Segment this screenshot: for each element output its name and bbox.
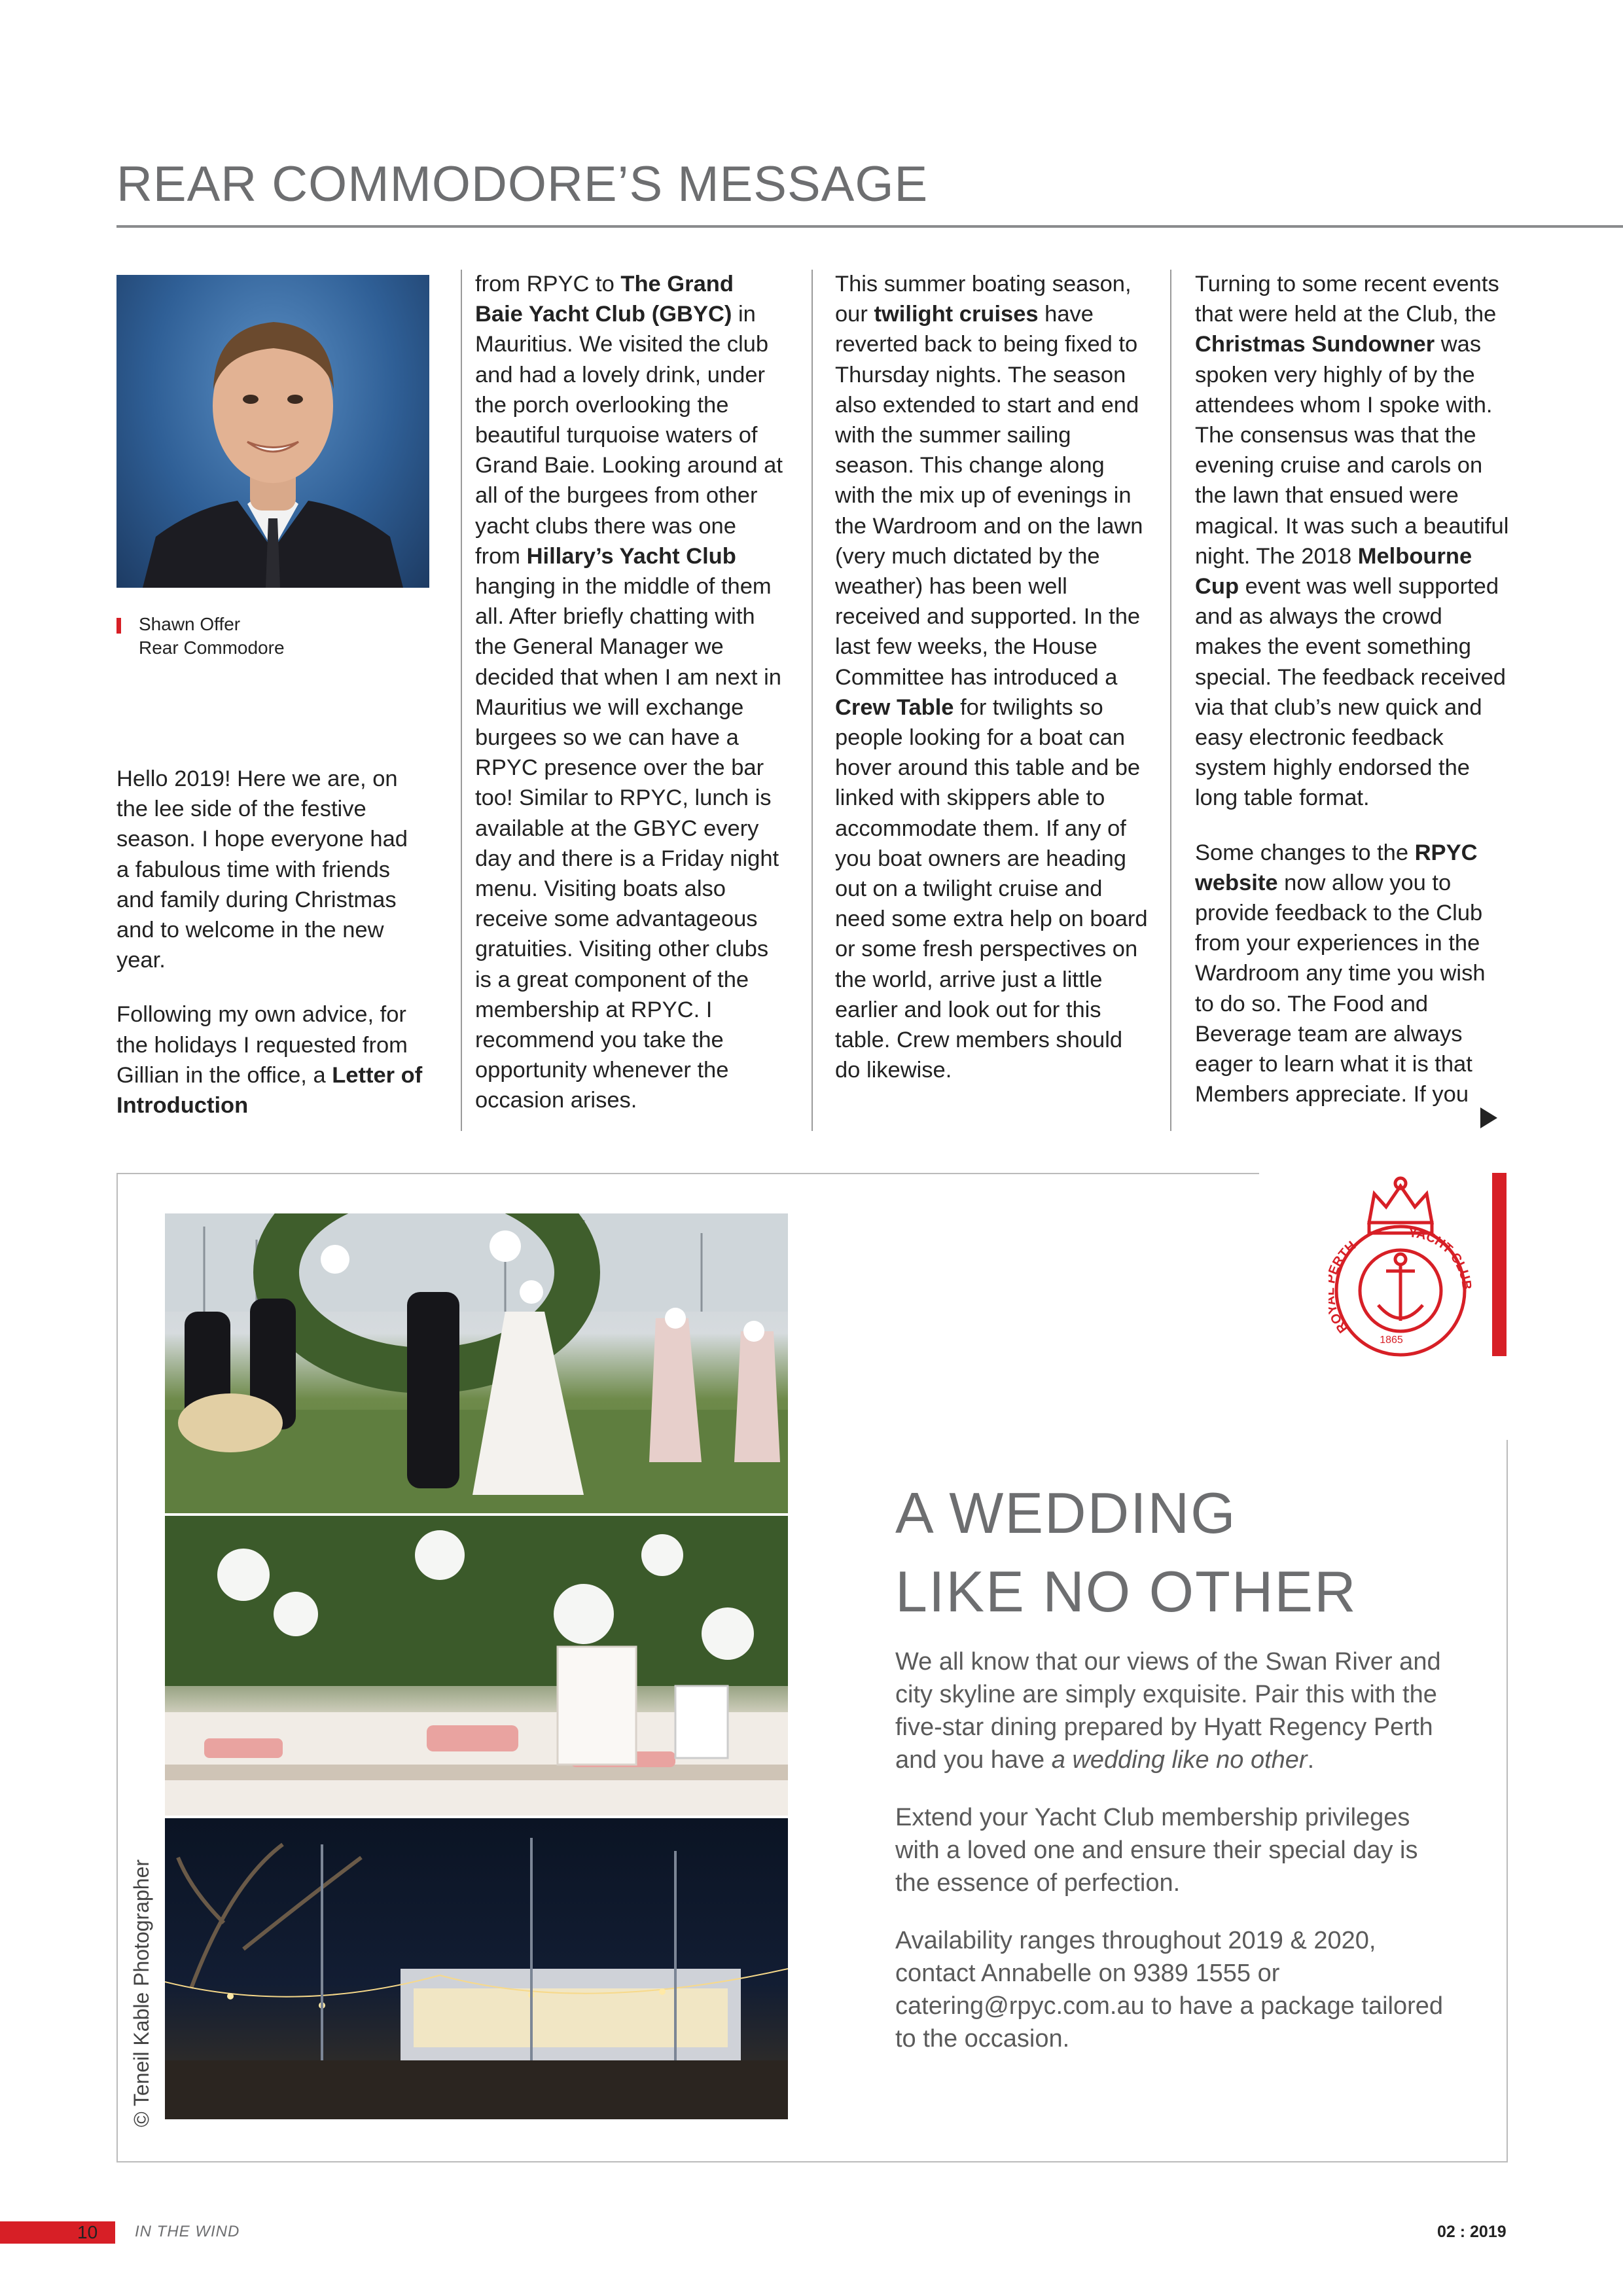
column-divider	[812, 270, 813, 1131]
emphasis: a wedding like no other	[1051, 1746, 1308, 1774]
yacht-club-night-photo	[165, 1818, 788, 2119]
paragraph: Some changes to the RPYC website now allow you to provide feedback to the Club from your experiences in the Wardroom any time you wish to do so. The Food and Beverage team are always eager to learn what it is that Members appreciate. If you	[1195, 840, 1486, 1107]
article-column-3	[835, 269, 1149, 1109]
wedding-dessert-table-photo	[165, 1516, 788, 1816]
wedding-body	[895, 1645, 1445, 2080]
panel-border	[116, 1173, 118, 2162]
portrait-photo	[116, 275, 429, 588]
paragraph: We all know that our views of the Swan River and city skyline are simply exquisite. Pair this with the five-star dining prepared by Hyatt Regency Perth and you have a wedding like no other.	[895, 1648, 1441, 1774]
panel-border	[1507, 1440, 1508, 2162]
rpyc-crest-logo	[1329, 1172, 1472, 1361]
portrait-caption	[139, 613, 285, 660]
paragraph: Turning to some recent events that were held at the Club, the Christmas Sundowner was spoken very highly of by the attendees whom I spoke with. The consensus was that the evening cruise and carols on the lawn that ensued were magical. It was such a beautiful night. The 2018 Melbourne Cup event was well supported and as always the crowd makes the event something special. The feedback received via that club’s new quick and easy electronic feedback system highly endorsed the long table format.	[1195, 272, 1509, 811]
page-title: REAR COMMODORE’S MESSAGE	[116, 156, 929, 212]
svg-text:1865: 1865	[1380, 1335, 1403, 1346]
paragraph: Extend your Yacht Club membership privileges with a loved one and ensure their special day is the essence of perfection.	[895, 1804, 1418, 1897]
footer-accent-bar	[0, 2221, 115, 2244]
photo-credit: © Teneil Kable Photographer	[130, 1859, 153, 2127]
caption-name: Shawn Offer	[139, 614, 241, 634]
issue-number: 02 : 2019	[1437, 2223, 1507, 2241]
bold-phrase: Letter of Introduction	[116, 1062, 423, 1119]
page-number: 10	[77, 2222, 98, 2242]
caption-role: Rear Commodore	[139, 637, 285, 658]
caption-marker	[116, 618, 121, 634]
article-column-4	[1195, 269, 1509, 1134]
svg-text:YACHT CLUB: YACHT CLUB	[1408, 1225, 1472, 1291]
accent-stripe	[1492, 1173, 1507, 1356]
wedding-heading: A WEDDING LIKE NO OTHER	[895, 1480, 1357, 1624]
panel-border	[116, 2161, 1508, 2162]
continue-arrow-icon	[1480, 1107, 1497, 1128]
article-column-2	[475, 269, 783, 1140]
panel-border	[116, 1173, 1259, 1174]
column-divider	[1170, 270, 1171, 1131]
paragraph: Following my own advice, for the holidays I requested from Gillian in the office, a Letter of Introduction	[116, 1002, 423, 1119]
column-divider	[461, 270, 462, 1131]
wedding-party-photo	[165, 1213, 788, 1513]
paragraph: from RPYC to The Grand Baie Yacht Club (GBYC) in Mauritius. We visited the club and had a lovely drink, under the porch overlooking the beautiful turquoise waters of Grand Baie. Looking around at all of the burgees from other yacht clubs there was one from Hillary’s Yacht Club hanging in the middle of them all. After briefly chatting with the General Manager we decided that when I am next in Mauritius we will exchange burgees so we can have a RPYC presence over the bar too! Similar to RPYC, lunch is available at the GBYC every day and there is a Friday night menu. Visiting boats also receive some advantageous gratuities. Visiting other clubs is a great component of the membership at RPYC. I recommend you take the opportunity whenever the occasion arises.	[475, 272, 783, 1113]
paragraph: This summer boating season, our twilight cruises have reverted back to being fixed to Thursday nights. The season also extended to start and end with the summer sailing season. This change along with the mix up of evenings in the Wardroom and on the lawn (very much dictated by the weather) has been well received and supported. In the last few weeks, the House Committee has introduced a Crew Table for twilights so people looking for a boat can hover around this table and be linked with skippers able to accommodate them. If any of you boat owners are heading out on a twilight cruise and need some extra help on board or some fresh perspectives on the world, arrive just a little earlier and look out for this table. Crew members should do likewise.	[835, 272, 1148, 1083]
magazine-name: IN THE WIND	[135, 2223, 240, 2240]
svg-text:ROYAL PERTH: RO RTH	[1329, 1238, 1359, 1336]
article-column-1	[116, 764, 424, 1145]
paragraph: Hello 2019! Here we are, on the lee side of the festive season. I hope everyone had a fabulous time with friends and family during Christmas and to welcome in the new year.	[116, 766, 408, 973]
paragraph: Availability ranges throughout 2019 & 2020, contact Annabelle on 9389 1555 or catering@rpyc.com.au to have a package tailored to the occasion.	[895, 1927, 1444, 2053]
title-divider	[116, 225, 1623, 228]
